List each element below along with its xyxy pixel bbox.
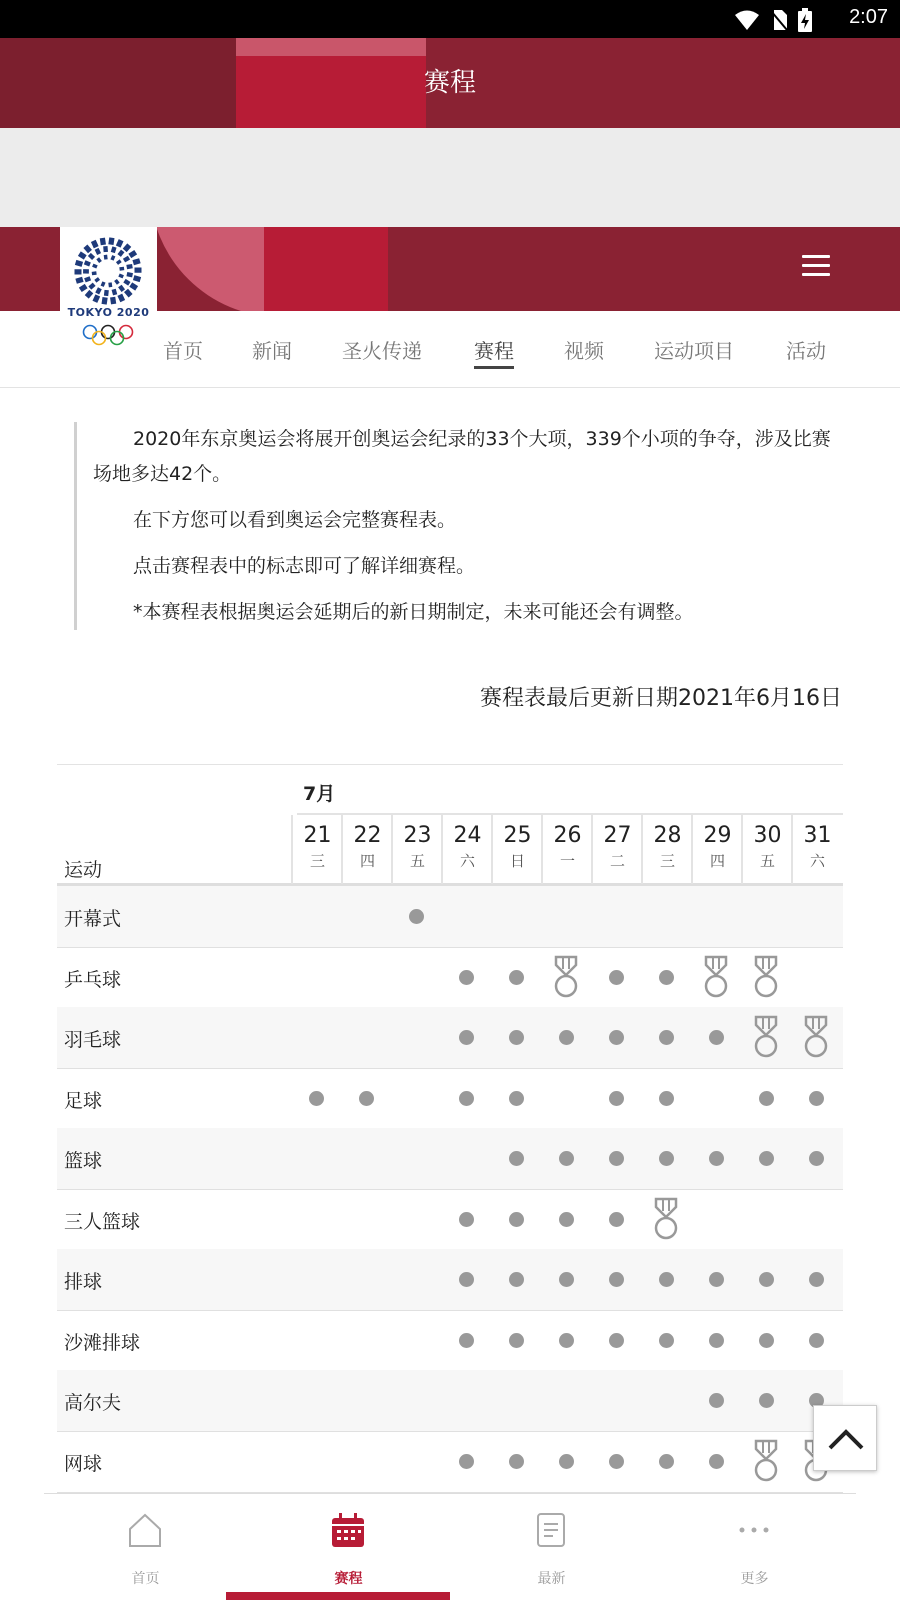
emblem-segment [108, 282, 112, 287]
medal-event-icon[interactable] [753, 1439, 779, 1487]
sport-row [57, 1431, 843, 1493]
intro-block [74, 422, 844, 630]
emblem-segment [95, 287, 102, 294]
event-dot-icon[interactable] [359, 1091, 374, 1106]
wifi-icon [734, 9, 760, 31]
schedule-table [57, 764, 843, 1494]
sport-name: 足球 [64, 1089, 103, 1112]
sport-row [57, 947, 843, 1009]
day-number: 22 [353, 823, 382, 848]
event-dot-icon[interactable] [659, 1030, 674, 1045]
month-label: 7月 [303, 783, 336, 805]
day-weekday: 一 [559, 852, 575, 870]
event-dot-icon[interactable] [809, 1272, 824, 1287]
emblem-segment [110, 297, 116, 305]
emblem-segment [84, 276, 91, 282]
event-dot-icon[interactable] [809, 1333, 824, 1348]
event-dot-icon[interactable] [509, 1454, 524, 1469]
emblem-segment [104, 290, 109, 296]
event-dot-icon[interactable] [409, 909, 424, 924]
sport-row [57, 1310, 843, 1372]
emblem-segment [85, 290, 94, 299]
day-header [441, 815, 492, 884]
event-dot-icon[interactable] [609, 1091, 624, 1106]
intro-paragraph: 点击赛程表中的标志即可了解详细赛程。 [133, 555, 476, 577]
emblem-segment [135, 268, 142, 273]
app-title: 赛程 [423, 68, 476, 98]
sport-name: 沙滩排球 [64, 1331, 141, 1354]
event-dot-icon[interactable] [709, 1272, 724, 1287]
schedule-header [57, 764, 843, 886]
day-number: 31 [803, 823, 832, 848]
day-number: 23 [403, 823, 432, 848]
chevron-up-icon [814, 1406, 878, 1472]
app-header [0, 38, 900, 128]
day-header [491, 815, 542, 884]
tab-latest[interactable] [450, 1494, 653, 1600]
event-dot-icon[interactable] [509, 1212, 524, 1227]
sport-name: 羽毛球 [64, 1029, 122, 1051]
emblem-segment [114, 279, 120, 285]
emblem-segment [128, 250, 137, 258]
medal-event-icon[interactable] [753, 1015, 779, 1063]
day-header [391, 815, 442, 884]
scroll-to-top-button[interactable] [813, 1405, 877, 1471]
event-dot-icon[interactable] [459, 1212, 474, 1227]
emblem-segment [83, 245, 92, 254]
event-dot-icon[interactable] [709, 1030, 724, 1045]
event-dot-icon[interactable] [559, 1212, 574, 1227]
day-header [691, 815, 742, 884]
emblem-segment [100, 238, 106, 246]
bottom-nav [44, 1493, 856, 1600]
day-weekday: 三 [309, 852, 325, 870]
emblem-segment [88, 253, 95, 260]
event-dot-icon[interactable] [759, 1393, 774, 1408]
status-icons [734, 8, 812, 32]
nav-video[interactable]: 视频 [564, 339, 604, 363]
sport-row [57, 1370, 843, 1432]
sport-name: 乒乓球 [64, 968, 122, 991]
day-weekday: 五 [409, 852, 425, 870]
emblem-segment [75, 260, 83, 267]
emblem-segment [108, 237, 114, 245]
emblem-segment [123, 243, 132, 252]
sport-row [57, 1249, 843, 1311]
event-dot-icon[interactable] [459, 1091, 474, 1106]
sport-name: 开幕式 [64, 908, 122, 930]
hamburger-menu-icon[interactable] [802, 255, 830, 277]
emblem-segment [103, 246, 108, 252]
day-header [591, 815, 642, 884]
sport-name: 篮球 [64, 1150, 103, 1172]
medal-event-icon[interactable] [703, 955, 729, 1003]
event-dot-icon[interactable] [609, 1212, 624, 1227]
day-number: 29 [703, 823, 732, 848]
event-dot-icon[interactable] [759, 1091, 774, 1106]
emblem-segment [95, 248, 101, 255]
tokyo-2020-logo[interactable] [60, 227, 157, 351]
more-icon [736, 1511, 772, 1549]
emblem-segment [116, 259, 122, 265]
event-dot-icon[interactable] [509, 1091, 524, 1106]
emblem-segment [102, 297, 108, 305]
day-weekday: 六 [459, 852, 475, 870]
logo-text: TOKYO 2020 [67, 306, 150, 319]
day-weekday: 四 [709, 852, 725, 870]
event-dot-icon[interactable] [559, 1454, 574, 1469]
event-dot-icon[interactable] [709, 1393, 724, 1408]
event-dot-icon[interactable] [309, 1091, 324, 1106]
event-dot-icon[interactable] [609, 1030, 624, 1045]
day-weekday: 日 [509, 852, 525, 870]
tab-home[interactable] [44, 1494, 247, 1600]
day-number: 25 [503, 823, 532, 848]
intro-paragraph: *本赛程表根据奥运会延期后的新日期制定，未来可能还会有调整。 [133, 601, 694, 623]
emblem-segment [123, 256, 130, 263]
intro-paragraph: 在下方您可以看到奥运会完整赛程表。 [133, 509, 457, 531]
event-dot-icon[interactable] [809, 1091, 824, 1106]
day-number: 24 [453, 823, 482, 848]
status-time: 2:07 [849, 6, 888, 28]
emblem-segment [132, 258, 140, 265]
event-dot-icon[interactable] [559, 1030, 574, 1045]
nav-torch-relay[interactable]: 圣火传递 [342, 339, 422, 363]
nav-sports[interactable]: 运动项目 [654, 339, 734, 363]
emblem-segment [92, 294, 100, 303]
day-number: 21 [303, 823, 332, 848]
medal-event-icon[interactable] [553, 955, 579, 1003]
sport-name: 高尔夫 [64, 1392, 122, 1414]
event-dot-icon[interactable] [709, 1333, 724, 1348]
event-dot-icon[interactable] [459, 1454, 474, 1469]
emblem-segment [75, 277, 83, 284]
day-weekday: 四 [359, 852, 375, 870]
emblem-segment [91, 240, 99, 249]
emblem-segment [88, 283, 95, 290]
sport-row [57, 886, 843, 948]
emblem-segment [110, 255, 115, 261]
day-weekday: 五 [759, 852, 775, 870]
no-sim-icon [770, 9, 788, 31]
emblem-segment [117, 294, 125, 303]
event-dot-icon[interactable] [509, 970, 524, 985]
event-dot-icon[interactable] [509, 1151, 524, 1166]
emblem-segment [123, 279, 130, 286]
emblem-segment [84, 260, 91, 266]
day-header [341, 815, 392, 884]
emblem-segment [126, 264, 132, 269]
emblem-segment [78, 251, 87, 259]
event-dot-icon[interactable] [559, 1151, 574, 1166]
emblem-segment [124, 289, 133, 298]
emblem-segment [118, 285, 125, 292]
day-header [641, 815, 692, 884]
tab-label: 赛程 [334, 1571, 363, 1587]
event-dot-icon[interactable] [509, 1333, 524, 1348]
event-dot-icon[interactable] [559, 1272, 574, 1287]
medal-event-icon[interactable] [803, 1015, 829, 1063]
sport-name: 三人篮球 [64, 1210, 141, 1233]
event-dot-icon[interactable] [609, 1454, 624, 1469]
sport-name: 网球 [64, 1452, 103, 1475]
day-number: 27 [603, 823, 632, 848]
active-tab-indicator [226, 1592, 450, 1600]
event-dot-icon[interactable] [659, 1091, 674, 1106]
status-bar [0, 0, 900, 38]
event-dot-icon[interactable] [759, 1272, 774, 1287]
event-dot-icon[interactable] [509, 1030, 524, 1045]
event-dot-icon[interactable] [459, 1030, 474, 1045]
emblem-segment [75, 269, 82, 274]
medal-event-icon[interactable] [653, 1197, 679, 1245]
sport-row [57, 1189, 843, 1251]
day-header [541, 815, 592, 884]
emblem-segment [79, 284, 88, 292]
emblem-segment [129, 282, 138, 290]
tab-label: 最新 [537, 1571, 566, 1587]
event-dot-icon[interactable] [759, 1333, 774, 1348]
emblem-segment [112, 289, 118, 296]
emblem-segment [101, 281, 106, 287]
event-dot-icon[interactable] [659, 1333, 674, 1348]
sport-row [57, 1068, 843, 1130]
event-dot-icon[interactable] [459, 970, 474, 985]
emblem-segment [92, 271, 97, 275]
day-weekday: 二 [609, 852, 625, 870]
event-dot-icon[interactable] [709, 1151, 724, 1166]
emblem-segment [126, 272, 133, 277]
medal-event-icon[interactable] [753, 955, 779, 1003]
emblem-segment [92, 264, 98, 269]
day-number: 30 [753, 823, 782, 848]
intro-paragraph: 2020年东京奥运会将展开创奥运会纪录的33个大项，339个小项的争夺，涉及比赛场地多达42个。 [93, 428, 831, 485]
event-dot-icon[interactable] [659, 970, 674, 985]
day-header [741, 815, 792, 884]
emblem-segment [104, 255, 108, 260]
event-dot-icon[interactable] [559, 1333, 574, 1348]
event-dot-icon[interactable] [809, 1151, 824, 1166]
last-updated: 赛程表最后更新日期2021年6月16日 [480, 686, 842, 711]
event-dot-icon[interactable] [659, 1454, 674, 1469]
event-dot-icon[interactable] [609, 1151, 624, 1166]
event-dot-icon[interactable] [459, 1333, 474, 1348]
tab-label: 更多 [740, 1571, 769, 1587]
day-header [791, 815, 842, 884]
day-weekday: 六 [809, 852, 825, 870]
event-dot-icon[interactable] [659, 1272, 674, 1287]
sport-column-header: 运动 [64, 859, 103, 881]
event-dot-icon[interactable] [659, 1151, 674, 1166]
olympic-rings-icon [82, 324, 134, 346]
day-number: 28 [653, 823, 682, 848]
event-dot-icon[interactable] [709, 1454, 724, 1469]
sport-row [57, 1128, 843, 1190]
emblem-segment [116, 239, 124, 248]
nav-events[interactable]: 活动 [786, 339, 826, 363]
calendar-icon [330, 1511, 366, 1549]
emblem-segment [117, 250, 124, 257]
event-dot-icon[interactable] [759, 1151, 774, 1166]
emblem-segment [111, 246, 117, 253]
event-dot-icon[interactable] [609, 1272, 624, 1287]
tab-schedule[interactable] [247, 1494, 450, 1600]
event-dot-icon[interactable] [609, 970, 624, 985]
nav-schedule[interactable]: 赛程 [474, 335, 514, 369]
emblem-segment [119, 267, 124, 271]
event-dot-icon[interactable] [459, 1272, 474, 1287]
tokyo-emblem-icon [72, 235, 144, 307]
day-weekday: 三 [659, 852, 675, 870]
day-number: 26 [553, 823, 582, 848]
tab-more[interactable] [653, 1494, 856, 1600]
document-icon [533, 1511, 569, 1549]
emblem-segment [133, 275, 141, 282]
sport-row [57, 1007, 843, 1069]
home-icon [127, 1511, 163, 1549]
day-header [291, 815, 342, 884]
tab-label: 首页 [131, 1571, 160, 1587]
battery-charging-icon [798, 8, 812, 32]
emblem-segment [118, 273, 124, 278]
nav-home[interactable]: 首页 [163, 339, 203, 363]
nav-news[interactable]: 新闻 [252, 339, 292, 363]
event-dot-icon[interactable] [609, 1333, 624, 1348]
emblem-segment [83, 269, 89, 273]
emblem-segment [96, 257, 102, 263]
event-dot-icon[interactable] [509, 1272, 524, 1287]
emblem-segment [94, 277, 100, 283]
ad-space [0, 128, 900, 227]
sport-name: 排球 [64, 1271, 103, 1293]
